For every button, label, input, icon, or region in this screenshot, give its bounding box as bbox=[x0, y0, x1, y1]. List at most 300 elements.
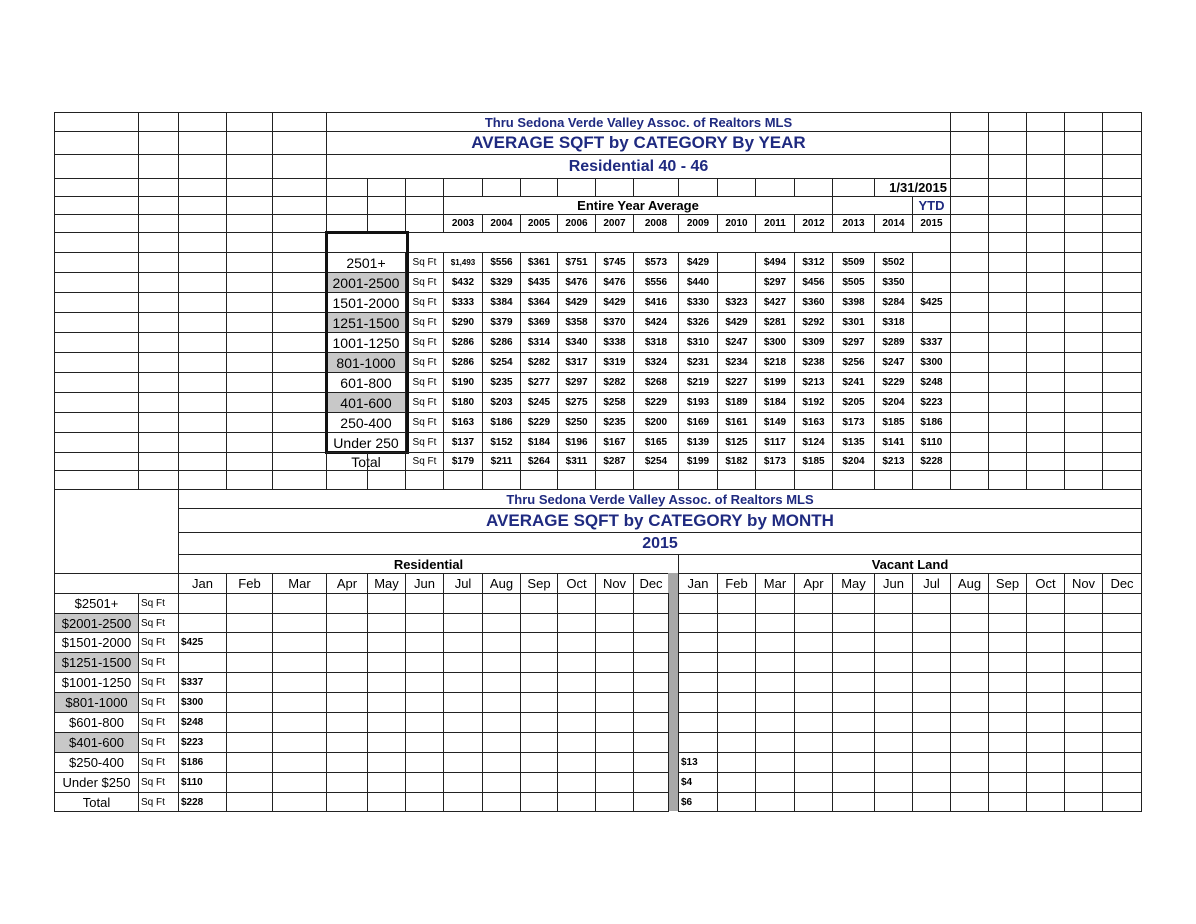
monthly-category: Total bbox=[54, 792, 139, 812]
grid-cell bbox=[54, 131, 139, 155]
monthly-title-mls: Thru Sedona Verde Valley Assoc. of Realtors MLS bbox=[178, 489, 1142, 509]
res-month-header: Jun bbox=[405, 573, 444, 594]
vac-month-value bbox=[832, 593, 875, 614]
grid-cell bbox=[988, 112, 1027, 132]
grid-cell bbox=[717, 470, 756, 490]
vac-month-value bbox=[874, 772, 913, 793]
vac-month-value bbox=[874, 692, 913, 713]
grid-cell bbox=[138, 412, 179, 433]
sqft-label: Sq Ft bbox=[405, 252, 444, 273]
grid-cell bbox=[178, 272, 227, 293]
monthly-category: $1501-2000 bbox=[54, 632, 139, 653]
res-month-value bbox=[272, 732, 327, 753]
vac-month-value bbox=[988, 792, 1027, 812]
yearly-value: $370 bbox=[595, 312, 634, 333]
grid-cell bbox=[678, 470, 718, 490]
monthly-category: $2001-2500 bbox=[54, 613, 139, 633]
grid-cell bbox=[950, 312, 989, 333]
yearly-value: $300 bbox=[912, 352, 951, 373]
res-month-value bbox=[405, 732, 444, 753]
vac-month-value bbox=[717, 712, 756, 733]
res-month-value bbox=[367, 772, 406, 793]
res-month-value bbox=[443, 613, 483, 633]
grid-cell bbox=[443, 452, 483, 471]
res-month-value bbox=[443, 732, 483, 753]
grid-cell bbox=[678, 452, 718, 471]
vac-month-value bbox=[1102, 692, 1142, 713]
grid-cell bbox=[988, 392, 1027, 413]
grid-cell bbox=[1102, 214, 1142, 233]
grid-cell bbox=[272, 131, 327, 155]
grid-cell bbox=[178, 292, 227, 313]
yearly-value: $235 bbox=[595, 412, 634, 433]
year-header: 2015 bbox=[912, 214, 951, 233]
year-header: 2007 bbox=[595, 214, 634, 233]
yearly-value: $189 bbox=[717, 392, 756, 413]
vac-month-value bbox=[755, 752, 795, 773]
grid-cell bbox=[874, 452, 913, 471]
grid-cell bbox=[595, 178, 634, 197]
res-month-value bbox=[367, 613, 406, 633]
grid-cell bbox=[950, 432, 989, 453]
grid-cell bbox=[988, 292, 1027, 313]
grid-cell bbox=[226, 372, 273, 393]
grid-cell bbox=[988, 154, 1027, 179]
yearly-value: $184 bbox=[755, 392, 795, 413]
grid-cell bbox=[367, 178, 406, 197]
vac-month-value bbox=[755, 732, 795, 753]
grid-cell bbox=[520, 452, 558, 471]
res-month-value bbox=[520, 712, 558, 733]
grid-cell bbox=[326, 470, 368, 490]
grid-cell bbox=[1026, 412, 1065, 433]
grid-cell bbox=[226, 312, 273, 333]
sqft-label: Sq Ft bbox=[138, 712, 179, 733]
yearly-value: $196 bbox=[557, 432, 596, 453]
res-month-value bbox=[520, 613, 558, 633]
grid-cell bbox=[178, 312, 227, 333]
yearly-value: $286 bbox=[443, 352, 483, 373]
yearly-value: $289 bbox=[874, 332, 913, 353]
yearly-value: $364 bbox=[520, 292, 558, 313]
grid-cell bbox=[950, 470, 989, 490]
res-month-value bbox=[595, 772, 634, 793]
grid-cell bbox=[1026, 214, 1065, 233]
yearly-category: 2501+ bbox=[326, 252, 406, 273]
vac-month-value bbox=[794, 672, 833, 693]
yearly-value: $350 bbox=[874, 272, 913, 293]
vac-month-value bbox=[1026, 712, 1065, 733]
grid-cell bbox=[178, 214, 227, 233]
vac-month-value bbox=[794, 792, 833, 812]
grid-cell bbox=[405, 452, 444, 471]
grid-cell bbox=[405, 214, 444, 233]
res-month-value bbox=[520, 772, 558, 793]
res-month-value bbox=[595, 613, 634, 633]
yearly-value: $311 bbox=[557, 452, 596, 471]
vac-month-header: Feb bbox=[717, 573, 756, 594]
grid-cell bbox=[988, 252, 1027, 273]
vac-month-value bbox=[832, 752, 875, 773]
grid-cell bbox=[326, 452, 368, 471]
res-month-value bbox=[595, 632, 634, 653]
yearly-value: $745 bbox=[595, 252, 634, 273]
vac-month-header: Jun bbox=[874, 573, 913, 594]
yearly-value: $173 bbox=[832, 412, 875, 433]
vac-month-header: Aug bbox=[950, 573, 989, 594]
vac-month-value bbox=[717, 752, 756, 773]
vac-month-value bbox=[678, 593, 718, 614]
vac-month-value bbox=[832, 692, 875, 713]
grid-cell bbox=[138, 432, 179, 453]
vac-month-value bbox=[988, 692, 1027, 713]
grid-cell bbox=[54, 252, 139, 273]
grid-cell bbox=[482, 178, 521, 197]
res-month-value bbox=[272, 593, 327, 614]
res-month-value bbox=[405, 652, 444, 673]
vac-month-value bbox=[950, 652, 989, 673]
res-month-header: Oct bbox=[557, 573, 596, 594]
vac-month-value bbox=[1102, 652, 1142, 673]
vac-month-value bbox=[755, 692, 795, 713]
vac-month-value bbox=[794, 752, 833, 773]
res-month-value bbox=[482, 712, 521, 733]
grid-cell bbox=[54, 332, 139, 353]
yearly-value bbox=[717, 272, 756, 293]
yearly-value: $429 bbox=[717, 312, 756, 333]
yearly-value: $204 bbox=[874, 392, 913, 413]
vac-month-value bbox=[950, 692, 989, 713]
vac-month-value bbox=[950, 732, 989, 753]
res-month-value bbox=[226, 632, 273, 653]
grid-cell bbox=[950, 272, 989, 293]
res-month-value bbox=[557, 792, 596, 812]
year-header: 2006 bbox=[557, 214, 596, 233]
grid-cell bbox=[520, 178, 558, 197]
vac-month-value bbox=[755, 613, 795, 633]
grid-cell bbox=[326, 178, 368, 197]
vac-month-value bbox=[874, 792, 913, 812]
grid-cell bbox=[226, 272, 273, 293]
grid-cell bbox=[633, 178, 679, 197]
vac-month-header: Sep bbox=[988, 573, 1027, 594]
yearly-value: $125 bbox=[717, 432, 756, 453]
res-month-value bbox=[633, 652, 669, 673]
res-month-value bbox=[272, 652, 327, 673]
grid-cell bbox=[988, 196, 1027, 215]
yearly-value: $264 bbox=[520, 452, 558, 471]
vac-month-value bbox=[794, 712, 833, 733]
yearly-value: $185 bbox=[794, 452, 833, 471]
res-month-value bbox=[595, 672, 634, 693]
grid-cell bbox=[138, 252, 179, 273]
vac-month-value bbox=[678, 712, 718, 733]
grid-cell bbox=[178, 252, 227, 273]
res-month-value bbox=[482, 632, 521, 653]
res-month-value bbox=[633, 672, 669, 693]
grid-cell bbox=[226, 332, 273, 353]
grid-cell bbox=[138, 178, 179, 197]
grid-cell bbox=[272, 452, 327, 471]
vac-month-value bbox=[1064, 613, 1103, 633]
grid-cell bbox=[226, 412, 273, 433]
grid-cell bbox=[912, 452, 951, 471]
vac-month-header: Nov bbox=[1064, 573, 1103, 594]
res-month-value bbox=[272, 672, 327, 693]
grid-cell bbox=[178, 112, 227, 132]
yearly-value: $199 bbox=[755, 372, 795, 393]
grid-cell bbox=[1064, 292, 1103, 313]
yearly-value: $429 bbox=[557, 292, 596, 313]
yearly-value: $182 bbox=[717, 452, 756, 471]
grid-cell bbox=[988, 372, 1027, 393]
yearly-value: $254 bbox=[633, 452, 679, 471]
yearly-value: $247 bbox=[874, 352, 913, 373]
res-month-value bbox=[520, 632, 558, 653]
yearly-value: $163 bbox=[794, 412, 833, 433]
yearly-title-sub: Residential 40 - 46 bbox=[326, 154, 951, 179]
grid-cell bbox=[138, 332, 179, 353]
yearly-value: $424 bbox=[633, 312, 679, 333]
vac-month-value bbox=[1064, 732, 1103, 753]
grid-cell bbox=[1102, 452, 1142, 471]
grid-cell bbox=[138, 392, 179, 413]
grid-cell bbox=[912, 470, 951, 490]
yearly-value bbox=[912, 272, 951, 293]
res-month-value bbox=[557, 632, 596, 653]
vac-month-value bbox=[912, 732, 951, 753]
grid-cell bbox=[988, 178, 1027, 197]
sqft-label: Sq Ft bbox=[405, 392, 444, 413]
grid-cell bbox=[138, 292, 179, 313]
res-month-value bbox=[520, 652, 558, 673]
res-month-value bbox=[326, 613, 368, 633]
res-month-value bbox=[367, 692, 406, 713]
res-month-value bbox=[595, 652, 634, 673]
grid-cell bbox=[1026, 352, 1065, 373]
yearly-value: $505 bbox=[832, 272, 875, 293]
grid-cell bbox=[1064, 272, 1103, 293]
sqft-label: Sq Ft bbox=[405, 332, 444, 353]
res-month-header: Apr bbox=[326, 573, 368, 594]
res-month-header: Jul bbox=[443, 573, 483, 594]
grid-cell bbox=[272, 332, 327, 353]
vac-month-value bbox=[717, 732, 756, 753]
res-month-value bbox=[482, 672, 521, 693]
grid-cell bbox=[443, 178, 483, 197]
grid-cell bbox=[950, 154, 989, 179]
res-month-value bbox=[405, 692, 444, 713]
yearly-value: $184 bbox=[520, 432, 558, 453]
res-month-value bbox=[633, 613, 669, 633]
res-month-value: $337 bbox=[178, 672, 227, 693]
vac-month-value bbox=[988, 672, 1027, 693]
grid-cell bbox=[1102, 412, 1142, 433]
res-month-value bbox=[557, 712, 596, 733]
yearly-value: $204 bbox=[832, 452, 875, 471]
vac-month-value bbox=[1064, 752, 1103, 773]
yearly-value: $340 bbox=[557, 332, 596, 353]
grid-cell bbox=[1064, 214, 1103, 233]
year-header: 2013 bbox=[832, 214, 875, 233]
vac-month-value bbox=[1064, 652, 1103, 673]
grid-cell bbox=[988, 432, 1027, 453]
yearly-value: $124 bbox=[794, 432, 833, 453]
yearly-value: $256 bbox=[832, 352, 875, 373]
yearly-value: $384 bbox=[482, 292, 521, 313]
grid-cell bbox=[138, 272, 179, 293]
grid-cell bbox=[226, 232, 273, 253]
grid-cell bbox=[950, 232, 989, 253]
yearly-category: 1001-1250 bbox=[326, 332, 406, 353]
ytd-label: YTD bbox=[912, 196, 951, 215]
vac-month-value bbox=[755, 792, 795, 812]
grid-cell bbox=[443, 470, 483, 490]
grid-cell bbox=[1026, 131, 1065, 155]
grid-cell bbox=[272, 470, 327, 490]
vac-month-value bbox=[832, 632, 875, 653]
res-month-value bbox=[367, 632, 406, 653]
grid-cell bbox=[1026, 292, 1065, 313]
res-month-value: $425 bbox=[178, 632, 227, 653]
sqft-label: Sq Ft bbox=[138, 672, 179, 693]
yearly-value: $139 bbox=[678, 432, 718, 453]
grid-cell bbox=[178, 154, 227, 179]
res-month-value bbox=[326, 692, 368, 713]
grid-cell bbox=[138, 232, 179, 253]
vac-month-value bbox=[988, 593, 1027, 614]
year-header: 2008 bbox=[633, 214, 679, 233]
res-month-value bbox=[482, 772, 521, 793]
yearly-value: $141 bbox=[874, 432, 913, 453]
grid-cell bbox=[54, 489, 179, 574]
year-header: 2009 bbox=[678, 214, 718, 233]
res-month-value bbox=[443, 752, 483, 773]
res-month-value bbox=[443, 772, 483, 793]
vac-month-header: May bbox=[832, 573, 875, 594]
vac-month-value bbox=[1064, 632, 1103, 653]
monthly-title-year: 2015 bbox=[178, 532, 1142, 555]
res-month-value bbox=[520, 732, 558, 753]
grid-cell bbox=[138, 470, 179, 490]
grid-cell bbox=[1064, 252, 1103, 273]
yearly-value: $751 bbox=[557, 252, 596, 273]
vac-month-value bbox=[717, 672, 756, 693]
res-month-value bbox=[367, 752, 406, 773]
vac-month-value bbox=[717, 593, 756, 614]
res-month-value: $186 bbox=[178, 752, 227, 773]
yearly-value: $245 bbox=[520, 392, 558, 413]
year-header: 2005 bbox=[520, 214, 558, 233]
sqft-label: Sq Ft bbox=[405, 352, 444, 373]
grid-cell bbox=[178, 178, 227, 197]
yearly-value: $284 bbox=[874, 292, 913, 313]
res-month-value bbox=[443, 692, 483, 713]
yearly-category: 250-400 bbox=[326, 412, 406, 433]
grid-cell bbox=[557, 178, 596, 197]
grid-cell bbox=[1064, 412, 1103, 433]
vac-month-value bbox=[874, 632, 913, 653]
yearly-value: $179 bbox=[443, 452, 483, 471]
yearly-value: $186 bbox=[482, 412, 521, 433]
res-month-value bbox=[557, 752, 596, 773]
sqft-label: Sq Ft bbox=[405, 272, 444, 293]
vac-month-value bbox=[1026, 692, 1065, 713]
grid-cell bbox=[226, 196, 273, 215]
grid-cell bbox=[950, 178, 989, 197]
yearly-value: $292 bbox=[794, 312, 833, 333]
grid-cell bbox=[1064, 154, 1103, 179]
grid-cell bbox=[520, 470, 558, 490]
grid-cell bbox=[874, 470, 913, 490]
grid-cell bbox=[950, 332, 989, 353]
yearly-value: $227 bbox=[717, 372, 756, 393]
yearly-value: $317 bbox=[557, 352, 596, 373]
yearly-value: $193 bbox=[678, 392, 718, 413]
grid-cell bbox=[633, 470, 679, 490]
monthly-category: $801-1000 bbox=[54, 692, 139, 713]
res-month-value bbox=[226, 772, 273, 793]
vac-month-value bbox=[1064, 792, 1103, 812]
vac-month-value bbox=[1102, 712, 1142, 733]
sqft-label: Sq Ft bbox=[138, 652, 179, 673]
res-month-value bbox=[595, 732, 634, 753]
grid-cell bbox=[794, 178, 833, 197]
vac-month-value bbox=[1026, 652, 1065, 673]
grid-cell bbox=[1064, 470, 1103, 490]
grid-cell bbox=[1026, 312, 1065, 333]
sqft-label: Sq Ft bbox=[405, 312, 444, 333]
grid-cell bbox=[405, 196, 444, 215]
yearly-value: $234 bbox=[717, 352, 756, 373]
vac-month-header: Jul bbox=[912, 573, 951, 594]
res-month-value bbox=[482, 692, 521, 713]
sqft-label: Sq Ft bbox=[138, 732, 179, 753]
res-month-value bbox=[633, 772, 669, 793]
vac-month-value bbox=[832, 712, 875, 733]
vac-month-value: $4 bbox=[678, 772, 718, 793]
grid-cell bbox=[54, 470, 139, 490]
yearly-category: 1251-1500 bbox=[326, 312, 406, 333]
vac-month-value bbox=[1102, 772, 1142, 793]
yearly-value: $186 bbox=[912, 412, 951, 433]
res-month-value bbox=[405, 752, 444, 773]
grid-cell bbox=[178, 392, 227, 413]
res-month-value bbox=[482, 752, 521, 773]
yearly-value: $235 bbox=[482, 372, 521, 393]
yearly-value: $361 bbox=[520, 252, 558, 273]
monthly-category: $250-400 bbox=[54, 752, 139, 773]
grid-cell bbox=[54, 154, 139, 179]
grid-cell bbox=[988, 352, 1027, 373]
vac-month-value bbox=[755, 672, 795, 693]
grid-cell bbox=[226, 352, 273, 373]
res-month-value bbox=[405, 672, 444, 693]
vac-month-value bbox=[950, 752, 989, 773]
grid-cell bbox=[950, 392, 989, 413]
vac-month-value bbox=[794, 613, 833, 633]
yearly-value: $301 bbox=[832, 312, 875, 333]
year-header: 2010 bbox=[717, 214, 756, 233]
grid-cell bbox=[595, 452, 634, 471]
vac-month-value bbox=[832, 772, 875, 793]
grid-cell bbox=[138, 352, 179, 373]
monthly-category: $1001-1250 bbox=[54, 672, 139, 693]
res-month-value bbox=[226, 732, 273, 753]
grid-cell bbox=[1026, 432, 1065, 453]
res-month-value bbox=[595, 692, 634, 713]
vac-month-value bbox=[717, 772, 756, 793]
